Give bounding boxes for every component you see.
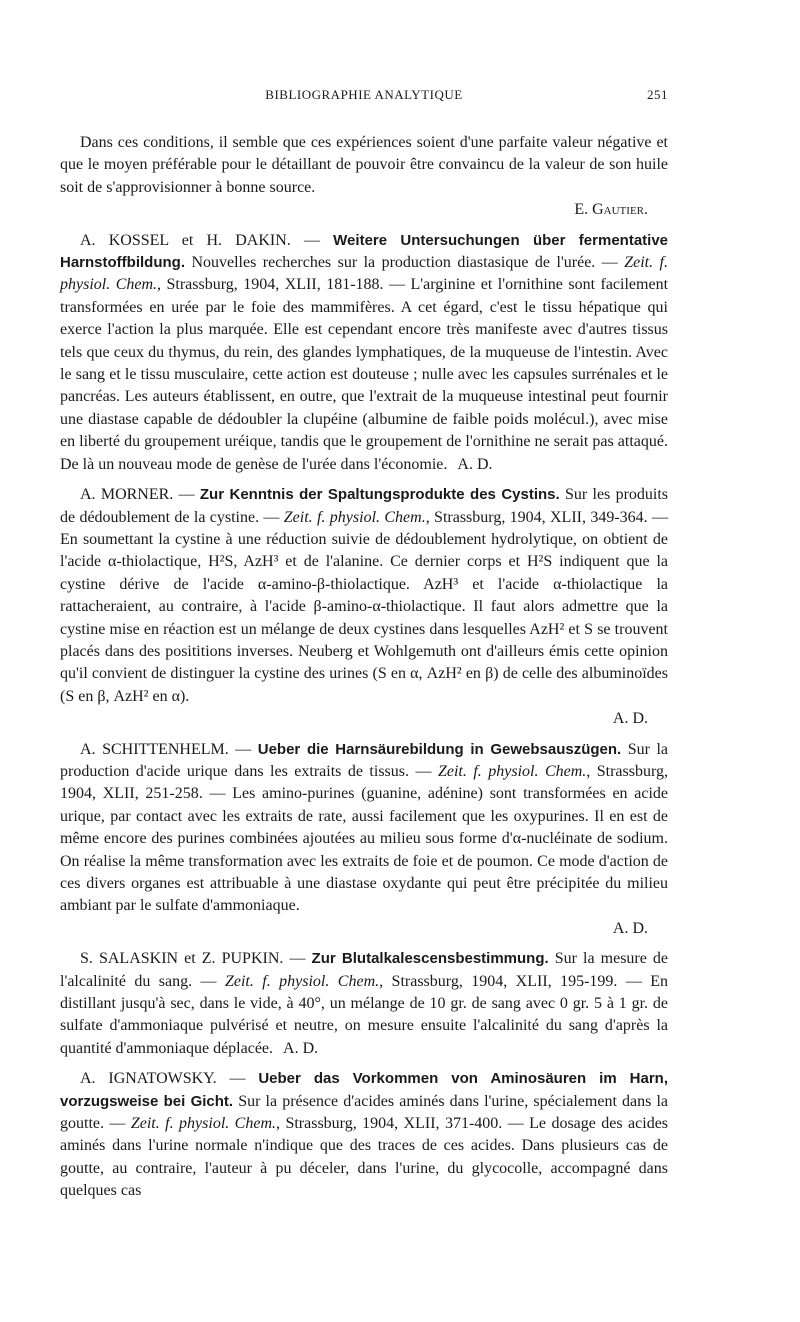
entry-journal: Zeit. f. physiol. Chem. — [60, 254, 669, 294]
entry-summary-title: Sur les produits de dédoublement de la cystine. — — [60, 486, 669, 526]
entry-ignatowsky — [60, 1068, 668, 1202]
entry-body: L'arginine et l'ornithine sont facilement transformées en urée par le foie des mammifères. A cet égard, c'est le tissu hépatique qui exerce l'action la plus marquée. Elle est cependant encore très manifeste avec d'autres tissus tels que ceux du thymus, du rein, des glandes lymphatiques, de la muqueuse de l'intestin. Avec le sang et le tissu musculaire, cette action est douteuse ; nulle avec les capsules surrénales et le pancréas. Les auteurs établissent, en outre, que l'extrait de la muqueuse intestinal peut fournir une diastase capable de dédoubler la clupéine (albumine de faible poids molécul.), avec mise en liberté du groupement uréique, tandis que le groupement de l'ornithine ne serait pas attaqué. De là un nouveau mode de genèse de l'urée dans l'économie. — [60, 276, 669, 473]
intro-signature: E. Gautier. — [574, 201, 648, 219]
entry-schittenhelm — [60, 739, 668, 941]
entry-body: Le dosage des acides aminés dans l'urine normale n'indique que des traces de ces acides. Dans plusieurs cas de goutte, au contraire, l'auteur à pu déceler, dans l'urine, du glycocolle, accompagné dans quelques cas — [60, 1115, 669, 1200]
entry-signature: A. D. — [283, 1039, 319, 1057]
entry-reference: , Strassburg, 1904, XLII, 195-199. — — [379, 972, 642, 990]
entry-title: Ueber die Harnsäurebildung in Gewebsauszügen. — [257, 740, 622, 758]
entry-summary-title: Sur la présence d'acides aminés dans l'urine, spécialement dans la goutte. — — [60, 1092, 668, 1133]
entry-kossel — [60, 230, 668, 476]
entry-body: En distillant jusqu'à sec, dans le vide, à 40°, un mélange de 10 gr. de sang avec 0 gr. 5 à 1 gr. de sulfate d'ammoniaque pulvérisé et neutre, on mesure ensuite l'alcalinité du sang d'après la quantité d'ammoniaque déplacée. — [60, 972, 669, 1057]
entry-summary-title: Sur la mesure de l'alcalinité du sang. — — [60, 950, 669, 990]
entry-reference: , Strassburg, 1904, XLII, 181-188. — — [157, 276, 405, 294]
header-title: BIBLIOGRAPHIE ANALYTIQUE — [265, 87, 463, 102]
entry-summary-title: Nouvelles recherches sur la production diastasique de l'urée. — — [191, 254, 618, 272]
entry-authors: A. IGNATOWSKY. — — [80, 1070, 246, 1088]
document-page — [60, 84, 668, 1203]
entry-signature: A. D. — [612, 710, 648, 728]
entry-journal: Zeit. f. physiol. Chem. — [283, 508, 426, 526]
entry-reference: , Strassburg, 1904, XLII, 371-400. — — [276, 1115, 524, 1133]
entry-signature: A. D. — [457, 455, 493, 473]
entry-morner — [60, 484, 668, 730]
intro-paragraph: Dans ces conditions, il semble que ces expériences soient d'une parfaite valeur négative et que le moyen préférable pour le détaillant de pouvoir être convaincu de la valeur de son huile soit de s'approvisionner à bonne source. — [60, 134, 668, 196]
entry-journal: Zeit. f. physiol. Chem. — [224, 972, 380, 990]
entry-body: Les amino-purines (guanine, adénine) sont transformées en acide urique, par contact avec les extraits de rate, aussi facilement que les oxypurines. Il en est de même encore des purines combinées ajoutées au milieu sous forme d'α-nucléinate de sodium. On réalise la même transformation avec les extraits de foie et de poumon. Ce mode d'action de ces divers organes est attribuable à une diastase oxydante qui peut être précipitée du milieu ambiant par le sulfate d'ammoniaque. — [60, 785, 669, 915]
entry-authors: A. KOSSEL et H. DAKIN. — — [80, 231, 320, 249]
entry-signature: A. D. — [612, 919, 648, 937]
entry-title: Zur Kenntnis der Spaltungsprodukte des Cystins. — [199, 486, 560, 504]
entry-journal: Zeit. f. physiol. Chem. — [130, 1115, 277, 1133]
entry-journal: Zeit. f. physiol. Chem. — [437, 762, 587, 780]
entry-summary-title: Sur la production d'acide urique dans les extraits de tissus. — — [60, 740, 669, 780]
entry-title: Weitere Untersuchungen über fermentative Harnstoffbildung. — [60, 231, 669, 272]
entry-body: En soumettant la cystine à une réduction suivie de dédoublement hydrolytique, on obtient de l'acide α-thiolactique, H²S, AzH³ et de l'alanine. Ce dernier corps et H²S indiquent que la cystine dérive de l'acide α-amino-β-thiolactique. AzH³ et l'acide α-thiolactique la rattacheraient, au contraire, à l'acide β-amino-α-thiolactique. Il faut alors admettre que la cystine mise en réaction est un mélange de deux cystines dans lesquelles AzH² et S se trouvent placés dans des posititions inverses. Neuberg et Wohlgemuth ont d'ailleurs émis cette opinion qu'il convient de distinguer la cystine des urines (S en α, AzH² en β) de celle des albuminoïdes (S en β, AzH² en α). — [60, 530, 668, 705]
entry-title: Zur Blutalkalescensbestimmung. — [311, 950, 549, 968]
entry-authors: A. SCHITTENHELM. — — [80, 740, 252, 758]
running-header — [60, 84, 668, 112]
entry-authors: A. MORNER. — — [80, 486, 195, 504]
entry-salaskin — [60, 948, 668, 1060]
entry-authors: S. SALASKIN et Z. PUPKIN. — — [80, 950, 306, 968]
entry-reference: , Strassburg, 1904, XLII, 251-258. — — [60, 762, 669, 803]
entry-title: Ueber das Vorkommen von Aminosäuren im Harn, vorzugsweise bei Gicht. — [60, 1070, 669, 1110]
page-number: 251 — [647, 87, 668, 102]
entry-reference: , Strassburg, 1904, XLII, 349-364. — — [425, 508, 668, 526]
